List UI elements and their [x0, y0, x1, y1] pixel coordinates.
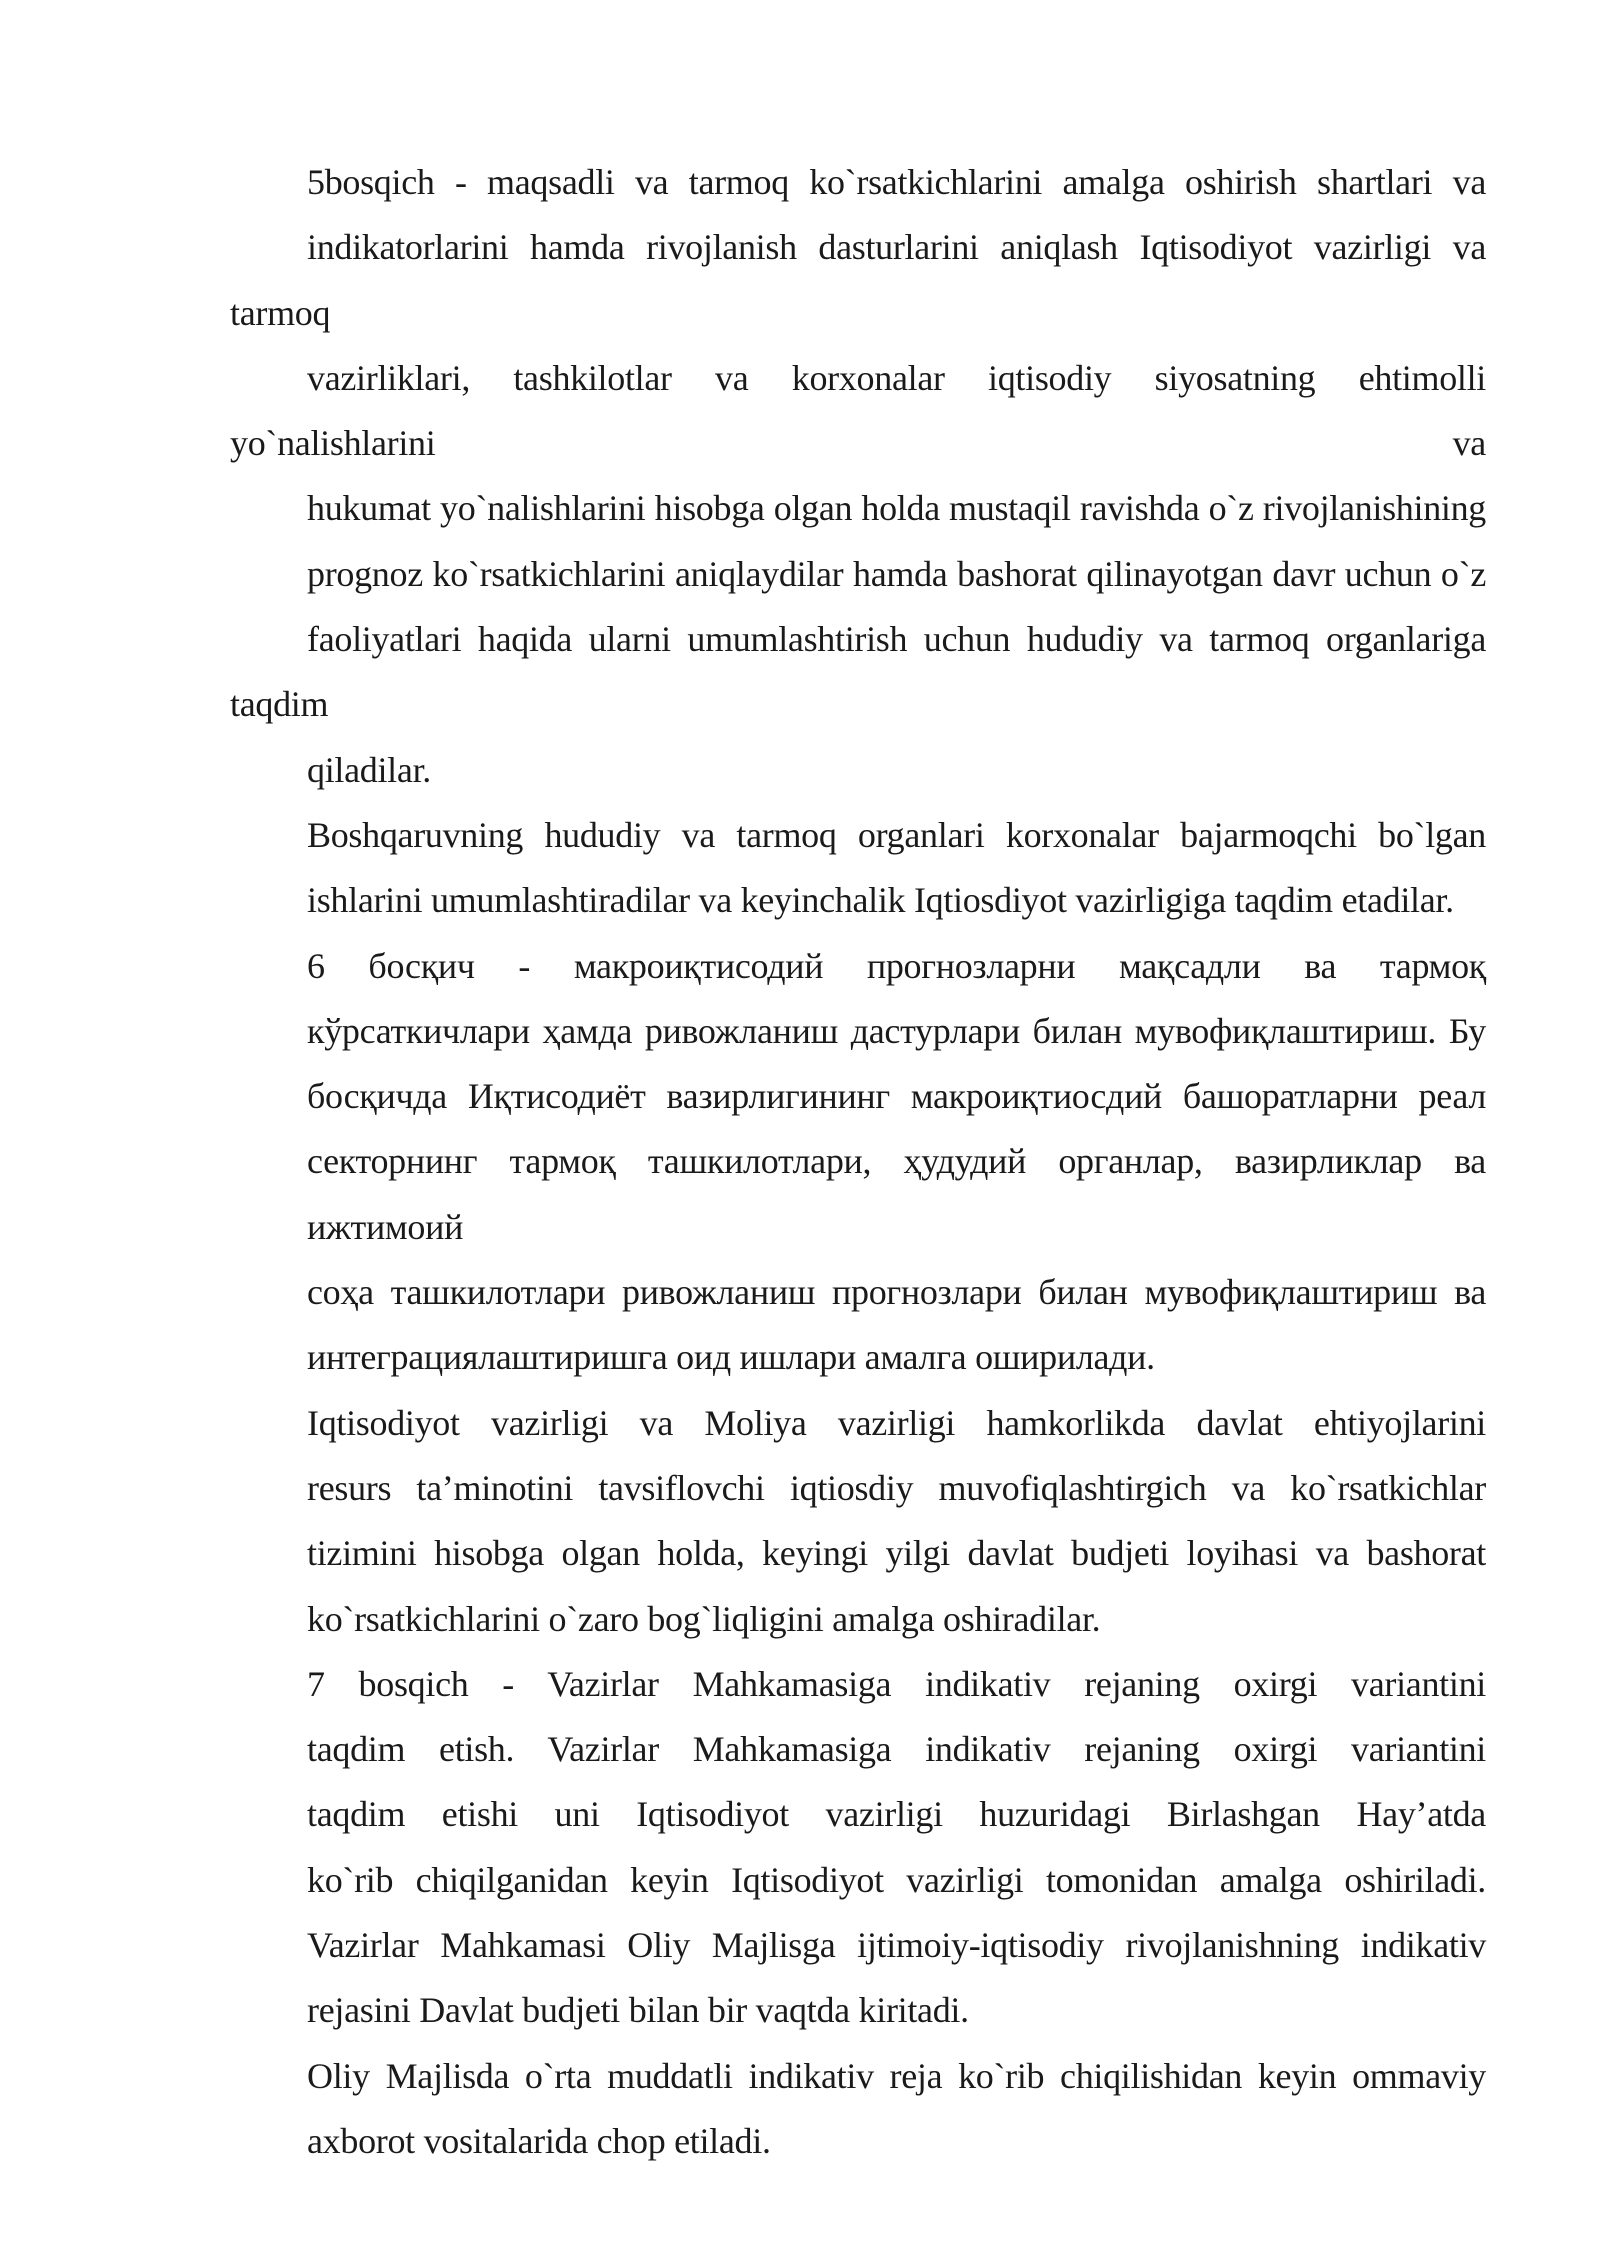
paragraph-stage-7 — [230, 1652, 1486, 2044]
paragraph-ministries-cooperation — [230, 1391, 1486, 1652]
paragraph-line: Oliy Majlisda o`rta muddatli indikativ reja ko`rib chiqilishidan keyin ommaviy — [307, 2055, 1486, 2096]
paragraph-line: axborot vositalarida chop etiladi. — [307, 2120, 771, 2161]
paragraph-line: Iqtisodiyot vazirligi va Moliya vazirligi hamkorlikda davlat ehtiyojlarini — [307, 1402, 1486, 1443]
paragraph-line: 6 босқич - макроиқтисодий прогнозларни мақсадли ва тармоқ — [307, 945, 1486, 986]
paragraph-publication — [230, 2044, 1486, 2175]
paragraph-line: rejasini Davlat budjeti bilan bir vaqtda kiritadi. — [307, 1990, 969, 2031]
paragraph-line: ижтимоий — [307, 1206, 464, 1247]
paragraph-line: vazirliklari, tashkilotlar va korxonalar iqtisodiy siyosatning ehtimolli yo`nalishlarini va — [230, 357, 1486, 464]
paragraph-line: ko`rsatkichlarini o`zaro bog`liqligini amalga oshiradilar. — [307, 1598, 1101, 1639]
paragraph-stage-6 — [230, 934, 1486, 1391]
paragraph-line: taqdim etishi uni Iqtisodiyot vazirligi huzuridagi Birlashgan Hay’atda — [307, 1794, 1486, 1835]
paragraph-line: кўрсаткичлари ҳамда ривожланиш дастурлари билан мувофиқлаштириш. Бу — [307, 1010, 1486, 1051]
paragraph-line: Boshqaruvning hududiy va tarmoq organlari korxonalar bajarmoqchi bo`lgan — [307, 814, 1486, 855]
paragraph-line: resurs ta’minotini tavsiflovchi iqtiosdiy muvofiqlashtirgich va ko`rsatkichlar — [307, 1467, 1486, 1508]
paragraph-line: hukumat yo`nalishlarini hisobga olgan holda mustaqil ravishda o`z rivojlanishining — [307, 488, 1486, 529]
paragraph-line: 5bosqich - maqsadli va tarmoq ko`rsatkichlarini amalga oshirish shartlari va — [307, 162, 1486, 202]
paragraph-line: соҳа ташкилотлари ривожланиш прогнозлари билан мувофиқлаштириш ва — [307, 1272, 1486, 1313]
paragraph-line: секторнинг тармоқ ташкилотлари, ҳудудий органлар, вазирликлар ва — [307, 1141, 1486, 1182]
paragraph-line: tizimini hisobga olgan holda, keyingi yilgi davlat budjeti loyihasi va bashorat — [307, 1533, 1486, 1574]
paragraph-line: qiladilar. — [307, 749, 431, 790]
paragraph-line: prognoz ko`rsatkichlarini aniqlaydilar hamda bashorat qilinayotgan davr uchun o`z — [307, 553, 1486, 594]
paragraph-line: ishlarini umumlashtiradilar va keyinchalik Iqtiosdiyot vazirligiga taqdim etadilar. — [307, 880, 1454, 921]
paragraph-line: босқичда Иқтисодиёт вазирлигининг макроиқтиосдий башоратларни реал — [307, 1076, 1486, 1117]
paragraph-line: интеграциялаштиришга оид ишлари амалга оширилади. — [307, 1337, 1155, 1378]
paragraph-management-bodies — [230, 803, 1486, 934]
paragraph-line: Vazirlar Mahkamasi Oliy Majlisga ijtimoiy-iqtisodiy rivojlanishning indikativ — [307, 1925, 1486, 1966]
document-body — [230, 150, 1486, 2174]
paragraph-line: ko`rib chiqilganidan keyin Iqtisodiyot vazirligi tomonidan amalga oshiriladi. — [307, 1859, 1486, 1900]
paragraph-stage-5 — [230, 150, 1486, 803]
paragraph-line: 7 bosqich - Vazirlar Mahkamasiga indikativ rejaning oxirgi variantini — [307, 1663, 1486, 1704]
paragraph-line: taqdim etish. Vazirlar Mahkamasiga indikativ rejaning oxirgi variantini — [307, 1729, 1486, 1770]
paragraph-line: faoliyatlari haqida ularni umumlashtirish uchun hududiy va tarmoq organlariga taqdim — [230, 619, 1486, 725]
paragraph-line: indikatorlarini hamda rivojlanish dasturlarini aniqlash Iqtisodiyot vazirligi va tarmoq — [230, 227, 1486, 333]
